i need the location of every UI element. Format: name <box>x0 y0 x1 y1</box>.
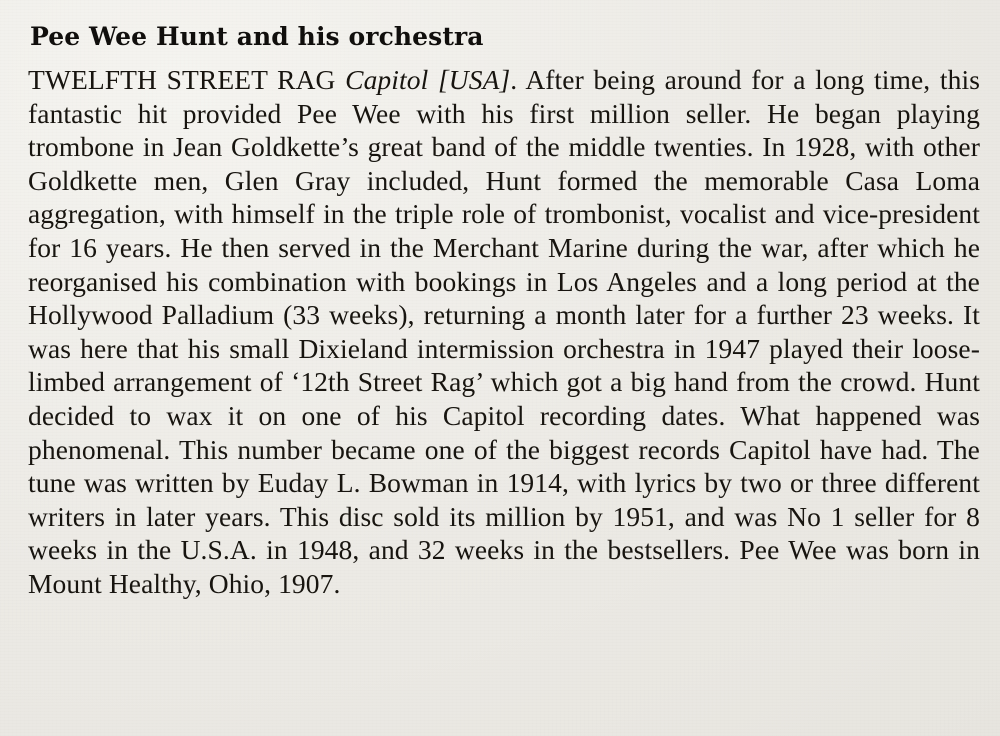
record-title: TWELFTH STREET RAG <box>28 64 336 95</box>
record-label: Capitol <box>345 64 429 95</box>
entry-body-text: . After being around for a long time, this fantastic hit provided Pee Wee with his first million seller. He began playing trombone in Jean Goldkette’s great band of the middle twenties. In 1928, with other Goldkette men, Glen Gray included, Hunt formed the memorable Casa Loma aggregation, with himself in the triple role of trombonist, vocalist and vice-president for 16 years. He then served in the Merchant Marine during the war, after which he reorganised his combination with bookings in Los Angeles and a long period at the Hollywood Palladium (33 weeks), returning a month later for a further 23 weeks. It was here that his small Dixieland intermission orchestra in 1947 played their loose-limbed arrangement of ‘12th Street Rag’ which got a big hand from the crowd. Hunt decided to wax it on one of his Capitol recording dates. What happened was phenomenal. This number became one of the biggest records Capitol have had. The tune was written by Euday L. Bowman in 1914, with lyrics by two or three different writers in later years. This disc sold its million by 1951, and was No 1 seller for 8 weeks in the U.S.A. in 1948, and 32 weeks in the bestsellers. Pee Wee was born in Mount Healthy, Ohio, 1907. <box>28 64 980 599</box>
page-title: Pee Wee Hunt and his orchestra <box>30 22 484 51</box>
record-country: [USA] <box>437 64 511 95</box>
entry-body <box>28 63 980 601</box>
